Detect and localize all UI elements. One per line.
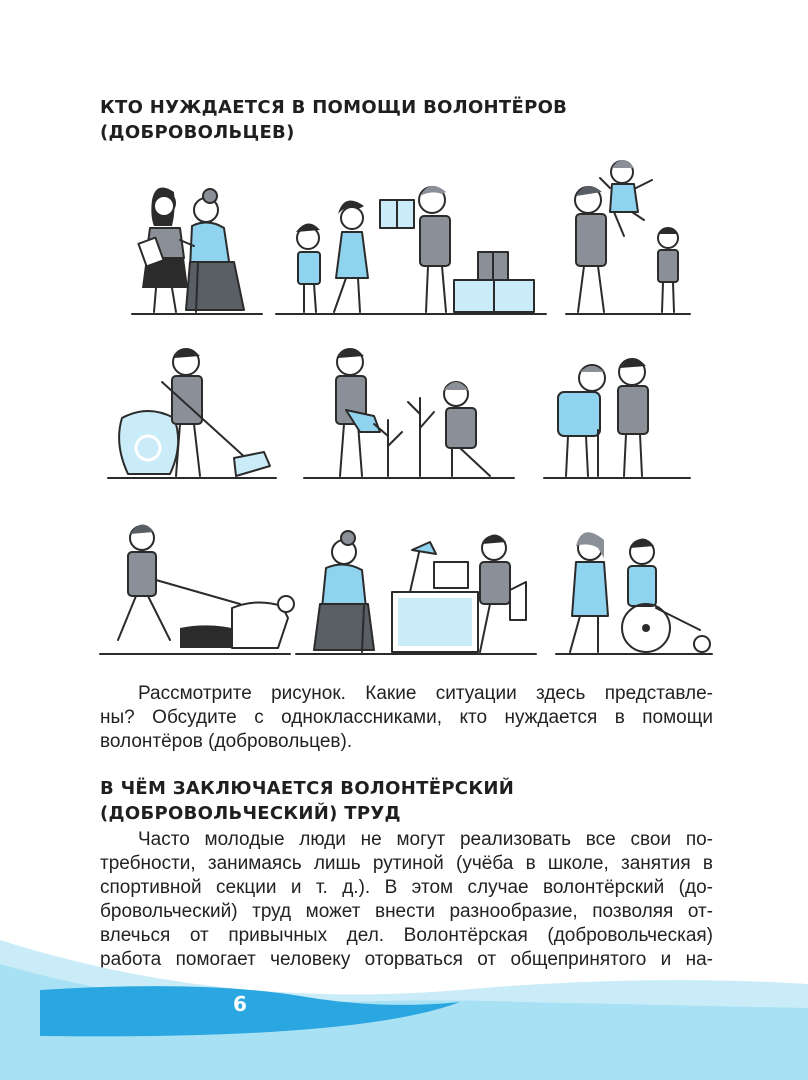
woman-pushing-wheelchair-illustration [556, 532, 712, 654]
heading-line: КТО НУЖДАЕТСЯ В ПОМОЩИ ВОЛОНТЁРОВ [100, 97, 568, 118]
text-line: Рассмотрите рисунок. Какие ситуации здесь представле- [138, 683, 713, 704]
heading-line: (ДОБРОВОЛЬЦЕВ) [100, 122, 295, 143]
section-heading-volunteer-work [100, 776, 514, 826]
text-line: волонтёров (добровольцев). [100, 731, 353, 752]
elderly-woman-at-computer-illustration [296, 531, 536, 654]
man-giving-gifts-illustration [276, 186, 546, 314]
girl-helping-elderly-woman-illustration [132, 188, 262, 315]
heading-line: (ДОБРОВОЛЬЧЕСКИЙ) ТРУД [100, 803, 401, 824]
text-line: Часто молодые люди не могут реализовать все свои по- [138, 829, 713, 850]
man-planting-trees-illustration [304, 348, 514, 478]
text-line: спортивной секции и т. д.). В этом случае волонтёрский (до- [100, 877, 713, 898]
man-helping-elderly-man-illustration [544, 358, 690, 478]
footer-wave [0, 940, 808, 1080]
page-number: 6 [233, 992, 247, 1016]
heading-line: В ЧЁМ ЗАКЛЮЧАЕТСЯ ВОЛОНТЁРСКИЙ [100, 778, 515, 799]
text-line: ны? Обсудите с одноклассниками, кто нуждается в помощи [100, 707, 713, 728]
text-line: работа помогает человеку оторваться от общепринятого и на- [100, 949, 713, 970]
text-line: бровольческий) труд может внести разнообразие, позволяя от- [100, 901, 713, 922]
paragraph-discussion [100, 682, 713, 754]
text-line: требности, занимаясь лишь рутиной (учёба в школе, занятия в [100, 853, 713, 874]
man-lifting-child-illustration [566, 160, 690, 314]
boy-walking-dogs-illustration [100, 524, 294, 654]
text-line: влечься от привычных дел. Волонтёрская (добровольческая) [100, 925, 713, 946]
man-cleaning-trash-illustration [108, 348, 276, 478]
